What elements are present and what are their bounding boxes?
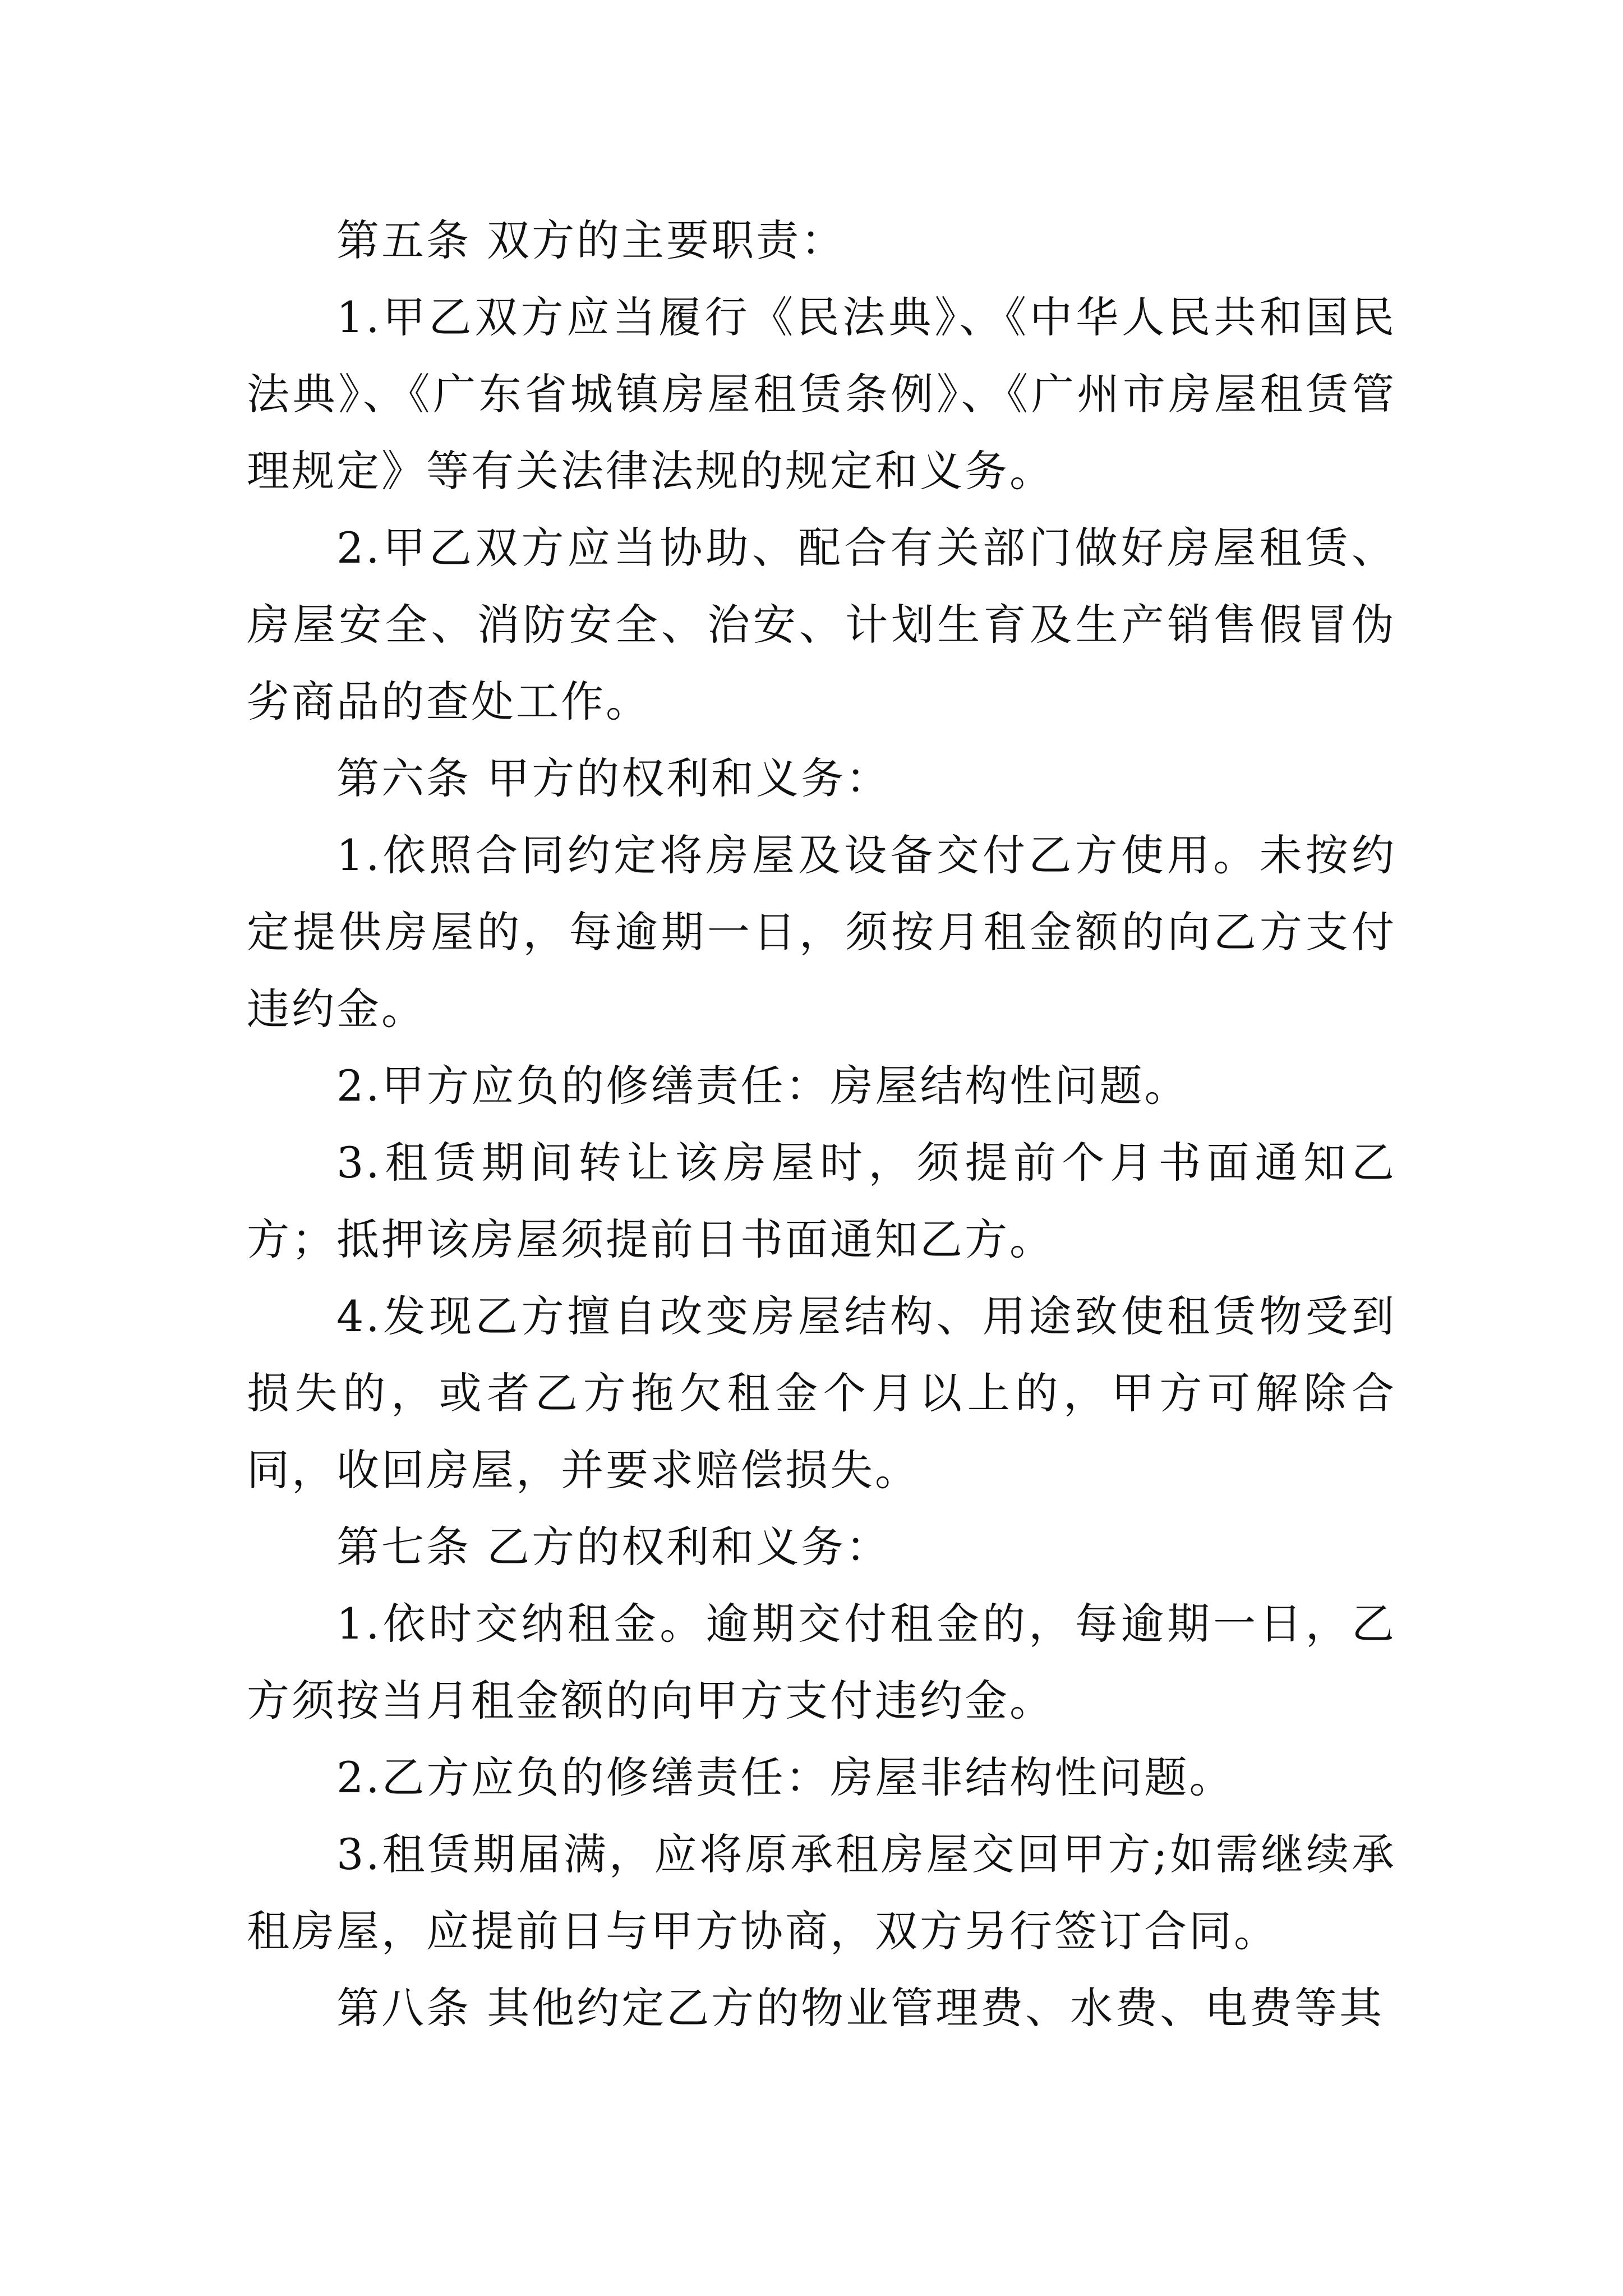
document-body <box>247 202 1396 2046</box>
article-7-clause-2: 2.乙方应负的修缮责任：房屋非结构性问题。 <box>336 1752 1234 1802</box>
article-6-clause-3: 3.租赁期间转让该房屋时，须提前个月书面通知乙方；抵押该房屋须提前日书面通知乙方。 <box>247 1138 1396 1264</box>
article-6-clause-4: 4.发现乙方擅自改变房屋结构、用途致使租赁物受到损失的，或者乙方拖欠租金个月以上的，甲方可解除合同，收回房屋，并要求赔偿损失。 <box>247 1291 1396 1495</box>
article-6-clause-2: 2.甲方应负的修缮责任：房屋结构性问题。 <box>336 1061 1189 1111</box>
article-8-heading: 第八条 其他约定乙方的物业管理费、水费、电费等其 <box>336 1983 1385 2033</box>
article-6-heading: 第六条 甲方的权利和义务： <box>336 753 891 803</box>
article-5-heading: 第五条 双方的主要职责： <box>336 215 846 265</box>
article-7-clause-1: 1.依时交纳租金。逾期交付租金的，每逾期一日，乙方须按当月租金额的向甲方支付违约金。 <box>247 1599 1396 1726</box>
article-7-clause-3: 3.租赁期届满，应将原承租房屋交回甲方;如需继续承租房屋，应提前日与甲方协商，双方另行签订合同。 <box>247 1829 1396 1956</box>
article-6-clause-1: 1.依照合同约定将房屋及设备交付乙方使用。未按约定提供房屋的，每逾期一日，须按月租金额的向乙方支付违约金。 <box>247 830 1396 1034</box>
article-5-clause-2: 2.甲乙双方应当协助、配合有关部门做好房屋租赁、房屋安全、消防安全、治安、计划生育及生产销售假冒伪劣商品的查处工作。 <box>247 523 1396 726</box>
article-5-clause-1: 1.甲乙双方应当履行《民法典》、《中华人民共和国民法典》、《广东省城镇房屋租赁条例》、《广州市房屋租赁管理规定》等有关法律法规的规定和义务。 <box>247 292 1396 496</box>
article-7-heading: 第七条 乙方的权利和义务： <box>336 1522 891 1572</box>
